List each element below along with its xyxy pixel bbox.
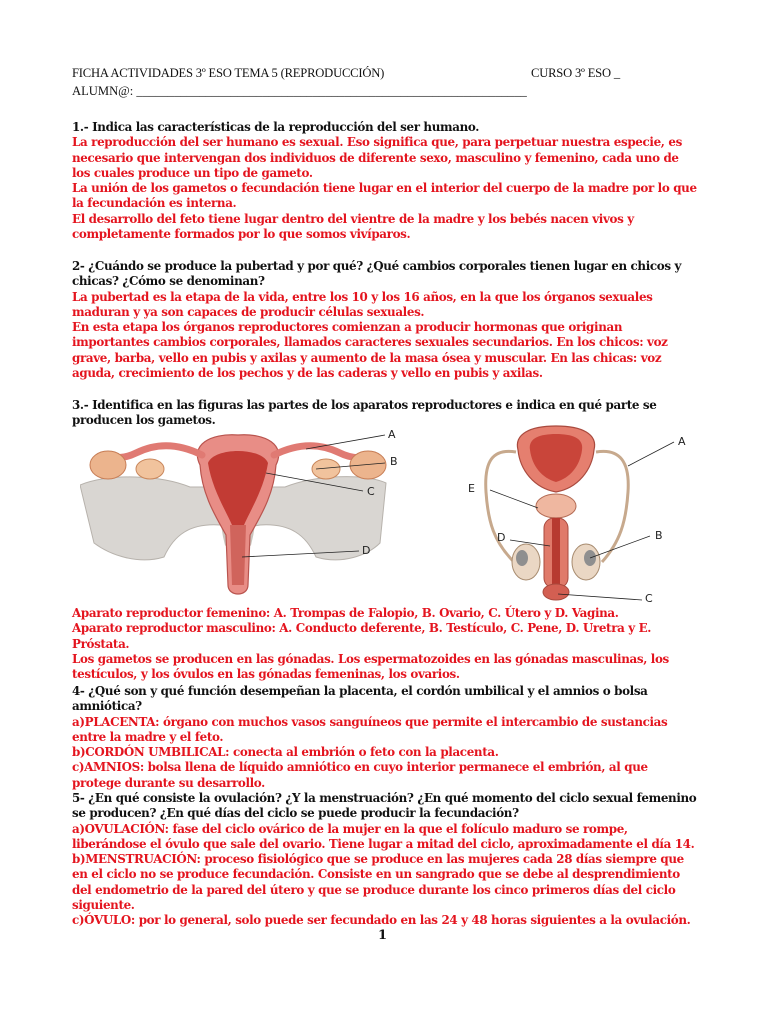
q4-answer-b: b)CORDÓN UMBILICAL: conecta al embrión o feto con la placenta. bbox=[72, 745, 499, 760]
course-field: CURSO 3º ESO _ bbox=[531, 66, 620, 80]
question-1: 1.- Indica las características de la reproducción del ser humano. bbox=[72, 120, 480, 134]
male-label-b: B bbox=[655, 529, 663, 542]
question-4-block bbox=[72, 684, 697, 791]
q2-answer-1: La pubertad es la etapa de la vida, entre los 10 y los 16 años, en la que los órganos sexuales maduran y ya son capaces de producir células sexuales. bbox=[72, 289, 653, 319]
male-reproductive-diagram bbox=[470, 422, 692, 607]
female-label-c: C bbox=[367, 485, 375, 498]
question-1-block bbox=[72, 120, 697, 242]
student-field: ALUMN@: ______________________________________________________________ bbox=[72, 84, 527, 98]
header-line bbox=[72, 66, 620, 81]
q2-answer-2: En esta etapa los órganos reproductores comienzan a producir hormonas que originan importantes cambios corporales, llamados caracteres sexuales secundarios. En los chicos: voz grave, barba, vello en pubis y axilas y aumento de la masa ósea y muscular. En las chicas: voz aguda, crecimiento de los pechos y de las caderas y vello en pubis y axilas. bbox=[72, 320, 668, 381]
question-3-answers bbox=[72, 606, 697, 682]
q5-answer-a: a)OVULACIÓN: fase del ciclo ovárico de la mujer en la que el folículo maduro se rompe, liberándose el óvulo que sale del ovario. Tiene lugar a mitad del ciclo, aproximadamente el día 14. bbox=[72, 821, 695, 851]
q1-answer-2: La unión de los gametos o fecundación tiene lugar en el interior del cuerpo de la madre por lo que la fecundación es interna. bbox=[72, 181, 697, 211]
question-3: 3.- Identifica en las figuras las partes de los aparatos reproductores e indica en qué parte se producen los gametos. bbox=[72, 398, 657, 428]
male-label-d: D bbox=[497, 531, 506, 544]
q4-answer-c: c)AMNIOS: bolsa llena de líquido amniótico en cuyo interior permanece el embrión, al que protege durante su desarrollo. bbox=[72, 760, 648, 790]
male-label-a: A bbox=[678, 435, 686, 448]
q1-answer-3: El desarrollo del feto tiene lugar dentro del vientre de la madre y los bebés nacen vivos y completamente formados por lo que somos vivíparos. bbox=[72, 211, 634, 242]
q3-answer-1: Aparato reproductor femenino: A. Trompas de Falopio, B. Ovario, C. Útero y D. Vagina. bbox=[72, 606, 619, 620]
q1-answer-1: La reproducción del ser humano es sexual. Eso significa que, para perpetuar nuestra especie, es necesario que intervengan dos individuos de diferente sexo, masculino y femenino, cada uno de los cuales produce un tipo de gameto. bbox=[72, 135, 682, 180]
q5-answer-c: c)ÓVULO: por lo general, solo puede ser fecundado en las 24 y 48 horas siguientes a la ovulación. bbox=[72, 913, 691, 928]
q3-answer-2: Aparato reproductor masculino: A. Conducto deferente, B. Testículo, C. Pene, D. Uretra y E. Próstata. bbox=[72, 621, 652, 651]
question-4: 4- ¿Qué son y qué función desempeñan la placenta, el cordón umbilical y el amnios o bolsa amniótica? bbox=[72, 684, 648, 714]
worksheet-title: FICHA ACTIVIDADES 3º ESO TEMA 5 (REPRODUCCIÓN) bbox=[72, 66, 385, 80]
female-label-b: B bbox=[390, 455, 398, 468]
female-label-d: D bbox=[362, 544, 371, 557]
male-label-e: E bbox=[468, 482, 475, 495]
question-2: 2- ¿Cuándo se produce la pubertad y por qué? ¿Qué cambios corporales tienen lugar en chicos y chicas? ¿Cómo se denominan? bbox=[72, 259, 682, 289]
male-label-c: C bbox=[645, 592, 653, 605]
q3-answer-3: Los gametos se producen en las gónadas. Los espermatozoides en las gónadas masculinas, los testículos, y los óvulos en las gónadas femeninas, los ovarios. bbox=[72, 651, 669, 682]
question-5-block bbox=[72, 791, 697, 929]
q5-answer-b: b)MENSTRUACIÓN: proceso fisiológico que se produce en las mujeres cada 28 días siempre que en el ciclo no se produce fecundación. Consiste en un sangrado que se debe al desprendimiento del endometrio de la pared del útero y que se produce durante los cinco primeros días del ciclo siguiente. bbox=[72, 852, 684, 913]
female-reproductive-diagram bbox=[80, 425, 396, 610]
q4-answer-a: a)PLACENTA: órgano con muchos vasos sanguíneos que permite el intercambio de sustancias entre la madre y el feto. bbox=[72, 714, 668, 744]
page-number: 1 bbox=[378, 928, 388, 943]
question-2-block bbox=[72, 259, 697, 381]
female-label-a: A bbox=[388, 428, 396, 441]
question-5: 5- ¿En qué consiste la ovulación? ¿Y la menstruación? ¿En qué momento del ciclo sexual femenino se producen? ¿En qué días del ciclo se puede producir la fecundación? bbox=[72, 791, 697, 821]
